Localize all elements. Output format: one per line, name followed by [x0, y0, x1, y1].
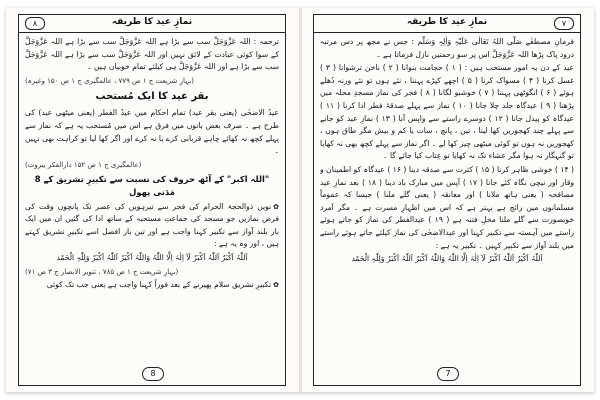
booklet-spine: [299, 8, 302, 392]
left-reference-2: (عالمگیری ج ۱ ص ۱۵۲ دارالفکر بیروت): [25, 160, 142, 169]
left-reference-1: (بہارِ شریعت ج ۱ ص ۷۷۹ ، عالمگیری ج ۱ ص ۱۵۰ وغیرہ): [25, 76, 194, 85]
right-page-footer-number: 7: [437, 367, 459, 381]
flower-bullet-icon: ✿: [273, 281, 279, 290]
left-page-body: [25, 36, 279, 363]
right-arabic-takbeer: اَللّٰہُ اَکْبَرُ اَللّٰہُ اَکْبَرُ لَآ اِلٰہَ اِلَّا اللّٰہُ وَاللّٰہُ اَکْبَرُ اَللّٰہُ اَکْبَرُ وَلِلّٰہِ الْحَمْد: [351, 254, 543, 264]
flower-bullet-icon: ✿: [273, 202, 279, 211]
left-page-header-number: ۸: [25, 17, 45, 30]
left-reference-3: (بہارِ شریعت ج ۱ ص ۷۸۵ ، تنویر الابصار ج ۳ ص ۷۱): [25, 267, 179, 276]
right-page-body: [320, 36, 574, 363]
right-para-eid-mustahabbat: عید کے دن یہ امور مستحب ہیں : ( ۱ ) حجامت بنوانا ( ۲ ) ناخن ترشوانا ( ۳ ) غسل کرنا ( ۴ ) مسواک کرنا ( ۵ ) اچھے کپڑے پہننا ، نئے ہوں تو نئے ورنہ دُھلے ہوئے ( ۶ ) انگوٹھی پہننا ( ۷ ) خوشبو لگانا ( ۸ ) فجر کی نماز مسجدِ محلہ میں پڑھنا ( ۹ ) عیدگاہ جلد چلا جانا ( ۱۰ ) نماز سے پہلے صدقۂ فطر ادا کرنا ( ۱۱ ) عیدگاہ کو پیدل جانا ( ۱۲ ) دوسرے راستے سے واپس آنا ( ۱۳ ) نمازِ عید کو جانے سے پہلے چند کھجوریں کھا لینا ، تین ، پانچ ، سات یا کم و بیش مگر طاق ہوں ، کھجوریں نہ ہوں تو کوئی میٹھی چیز کھا لے ۔ اگر نماز سے پہلے کچھ بھی نہ کھایا تو گنہگار نہ ہوا مگر عشاء تک نہ کھایا تو عِتاب کیا جائے گا ۔: [320, 63, 574, 161]
left-page-header: [19, 15, 285, 33]
open-booklet: [6, 8, 594, 392]
left-para-eid-al-adha: عیدُ الاضحٰی (یعنی بقر عید) تمام احکام میں عیدُ الفطر (یعنی میٹھی عید) کی طرح ہے ۔ صرف بعض باتوں میں فرق ہے اس میں مُستحب یہ ہے کہ نماز سے پہلے کچھ نہ کھائے چاہے قربانی کرے یا نہ کرے اور اگر کھا لیا تو کراہت بھی نہیں ۔: [25, 108, 279, 156]
left-page-header-title: نمازِ عید کا طریقہ: [111, 17, 193, 27]
left-para-takbeer-rules: نویں ذوالحجۃ الحرام کی فجر سے تیرہویں کی عصر تک پانچوں وقت کی فرض نمازیں جو مسجد کی جماعتِ مستحبہ کے ساتھ ادا کی گئیں ان میں ایک بار بلند آواز سے تکبیر کہنا واجب ہے اور تین بار افضل اسے تکبیرِ تشریق کہتے ہیں ، اور وہ یہ ہے :: [25, 201, 279, 249]
right-page-header-number: ۷: [554, 17, 574, 30]
left-heading-takbeer-tashreeq: "اللہ اکبر" کے آٹھ حروف کی نسبت سے تکبیرِ تشریق کے 8 مَدَنی پھول: [34, 174, 270, 197]
right-page-header-title: نمازِ عید کا طریقہ: [406, 17, 488, 27]
left-arabic-takbeer: اَللّٰہُ اَکْبَرُ اَللّٰہُ اَکْبَرُ لَآ اِلٰہَ اِلَّا اللّٰہُ وَاللّٰہُ اَکْبَرُ اَللّٰہُ اَکْبَرُ وَلِلّٰہِ الْحَمْد: [56, 252, 248, 262]
right-para-eid-mustahabbat-continued: ( ۱۴ ) خوشی ظاہر کرنا ( ۱۵ ) کثرت سے صدقہ دینا ( ۱۶ ) عیدگاہ کو اطمینان و وقار اور نیچی نگاہ کئے جانا ( ۱۷ ) آپس میں مبارک باد دینا ( ۱۸ ) بعد نمازِ عید مصافحہ ( یعنی ہاتھ ملانا ) اور معانقہ ( یعنی گلے ملنا ) جیسا کہ عموماً مسلمانوں میں رائج ہے بہتر ہے کہ اس میں اظہارِ مسرت ہے ۔ مگر اَمرد خوبصورت سے گلے ملنا محلِ فتنہ ہے ( ۱۹ ) عیدالفطر کی نماز کو جاتے ہوئے راستے میں آہستہ سے تکبیر کہنا اور عیدالاضحٰی کی نماز کیلئے جاتے ہوئے راستے میں بلند آواز سے تکبیر کہیں ۔ تکبیر یہ ہے :: [320, 164, 574, 250]
left-para-takbeer-after-salam: تکبیرِ تشریق سلام پھیرنے کے بعد فوراً کہنا واجب ہے یعنی جب تک کوئی: [46, 280, 272, 290]
left-heading-bakra-eid: بقر عید کا ایک مُستحب: [95, 91, 209, 103]
left-page-footer-number: 8: [142, 367, 164, 381]
left-page: [18, 14, 286, 386]
right-para-hadith: فرمانِ مصطفٰے صَلَّی اللہُ تَعَالٰی عَلَیْہِ وَاٰلِہٖ وَسَلَّم : جس نے مجھ پر دس مرتبہ درود پاک پڑھا اللہ عَزَّوَجَلَّ اس پر سو رحمتیں نازل فرماتا ہے ۔: [320, 37, 574, 59]
right-page-header: [314, 15, 580, 33]
right-page: [313, 14, 581, 386]
left-para-translation: ترجمہ : اللہ عَزَّوَجَلَّ سب سے بڑا ہے اللہ عَزَّوَجَلَّ سب سے بڑا ہے اللہ عَزَّوَجَلَّ کے سوا کوئی عبادت کے لائق نہیں اور اللہ عَزَّوَجَلَّ سب سے بڑا ہے اللہ عَزَّوَجَلَّ سب سے بڑا ہے اور اللہ عَزَّوَجَلَّ ہی کیلئے تمام خوبیاں ہیں ۔: [25, 37, 279, 72]
